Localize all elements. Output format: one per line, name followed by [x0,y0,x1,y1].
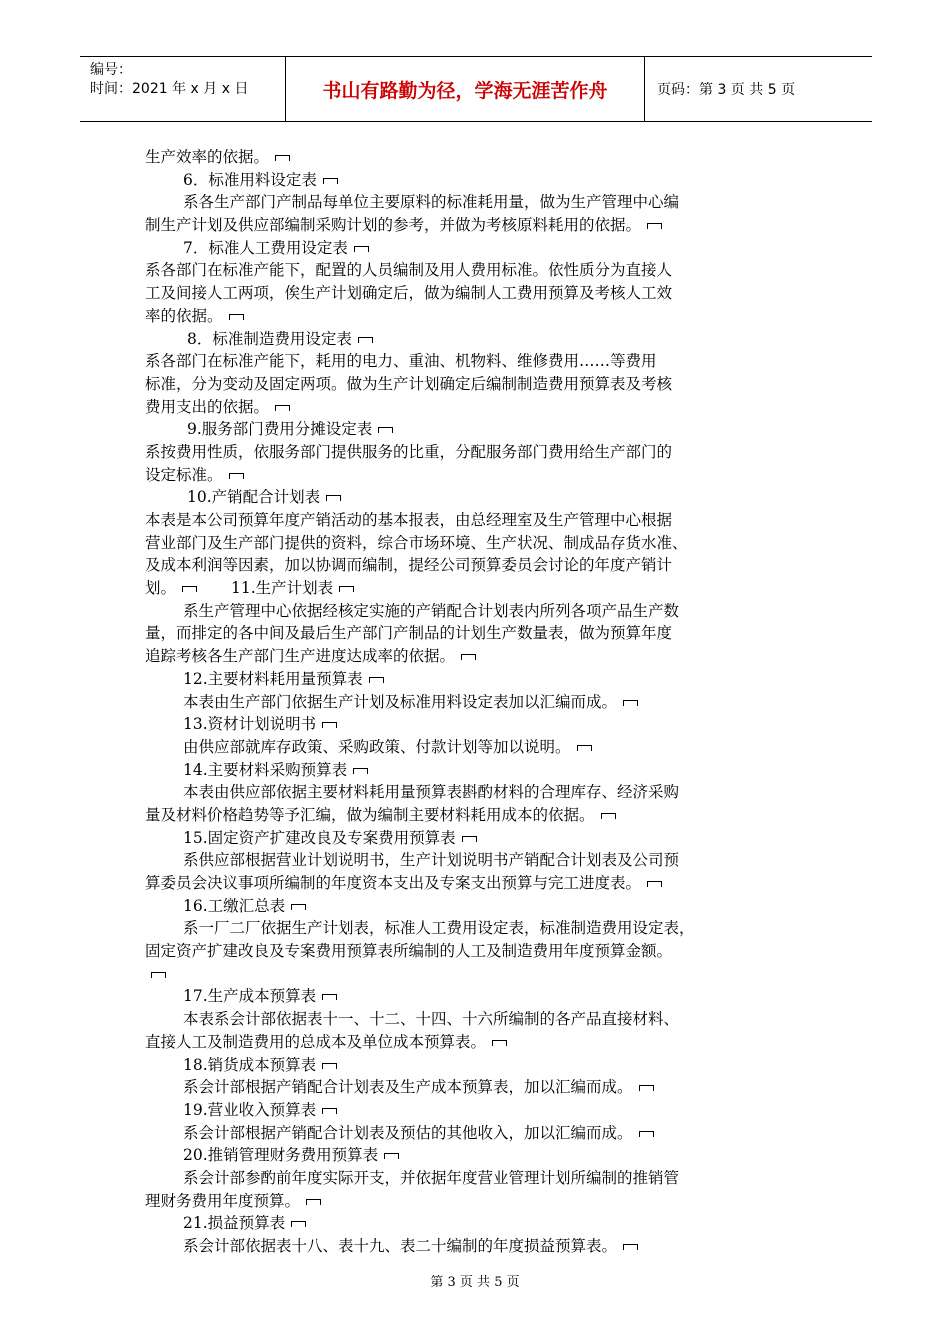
text-line [145,1122,805,1145]
text-line [145,328,805,351]
paragraph-mark-icon [275,405,290,411]
text-line [145,1144,805,1167]
text-line-content: 17.生产成本预算表 [183,987,317,1006]
text-line-content: 及成本利润等因素，加以协调而编制，提经公司预算委员会讨论的年度产销计 [145,556,673,575]
text-line-content: 划。 [145,579,177,598]
text-line-content: 直接人工及制造费用的总成本及单位成本预算表。 [145,1032,487,1051]
text-line-content: 系会计部根据产销配合计划表及预估的其他收入，加以汇编而成。 [183,1123,633,1142]
text-line [145,191,805,214]
text-line-content: 15.固定资产扩建改良及专案费用预算表 [183,828,456,847]
text-line-content: 系会计部参酌前年度实际开支，并依据年度营业管理计划所编制的推销管 [183,1168,680,1187]
paragraph-mark-icon [339,586,354,592]
paragraph-mark-icon [639,1085,654,1091]
text-line-content: 8．标准制造费用设定表 [187,329,352,348]
text-line [145,872,805,895]
paragraph-mark-icon [369,677,384,683]
text-line-content: 系供应部根据营业计划说明书，生产计划说明书产销配合计划表及公司预 [183,851,680,870]
text-line-content: 系一厂二厂依据生产计划表，标准人工费用设定表，标准制造费用设定表， [183,919,695,938]
text-line-content: 10.产销配合计划表 [187,488,321,507]
text-line [145,532,805,555]
paragraph-mark-icon [639,1131,654,1137]
paragraph-mark-icon [275,155,290,161]
text-line [145,237,805,260]
text-line [145,305,805,328]
text-line [145,1008,805,1031]
text-line [145,985,805,1008]
header-page-indicator: 页码：第 3 页 共 5 页 [657,82,796,98]
text-line-content: 率的依据。 [145,306,223,325]
paragraph-mark-icon [229,314,244,320]
text-line-content: 16.工缴汇总表 [183,896,286,915]
text-line-content: 21.损益预算表 [183,1214,286,1233]
text-line-content: 系各生产部门产制品每单位主要原料的标准耗用量，做为生产管理中心编 [183,193,680,212]
text-line-content: 本表系会计部依据表十一、十二、十四、十六所编制的各产品直接材料、 [183,1010,680,1029]
text-line [145,849,805,872]
paragraph-mark-icon [647,223,662,229]
text-line-content: 标准，分为变动及固定两项。做为生产计划确定后编制制造费用预算表及考核 [145,374,673,393]
text-line [145,713,805,736]
paragraph-mark-icon [182,586,197,592]
paragraph-mark-icon [623,700,638,706]
paragraph-mark-icon [623,1244,638,1250]
paragraph-mark-icon [322,1108,337,1114]
text-line [145,1212,805,1235]
text-line-content: 由供应部就库存政策、采购政策、付款计划等加以说明。 [183,737,571,756]
paragraph-mark-icon [461,654,476,660]
text-line [145,259,805,282]
text-line-content: 工及间接人工两项，俟生产计划确定后，做为编制人工费用预算及考核人工效 [145,284,673,303]
text-line [145,781,805,804]
paragraph-mark-icon [354,246,369,252]
text-line-content: 9.服务部门费用分摊设定表 [187,420,373,439]
text-line [145,441,805,464]
text-line-content: 理财务费用年度预算。 [145,1191,301,1210]
text-line [145,464,805,487]
text-line-content: 7．标准人工费用设定表 [183,238,348,257]
paragraph-mark-icon [358,337,373,343]
text-line [145,214,805,237]
text-line [145,895,805,918]
text-line-content: 系会计部依据表十八、表十九、表二十编制的年度损益预算表。 [183,1237,618,1255]
text-line-content: 固定资产扩建改良及专案费用预算表所编制的人工及制造费用年度预算金额。 [145,942,673,961]
document-date-label: 时间：2021 年 x 月 x 日 [90,81,249,97]
text-line [145,282,805,305]
text-line-content: 量及材料价格趋势等予汇编，做为编制主要材料耗用成本的依据。 [145,805,595,824]
text-line-content: 营业部门及生产部门提供的资料，综合市场环境、生产状况、制成品存货水准、 [145,533,688,552]
page-header [80,56,872,122]
text-line [145,622,805,645]
text-line-content: 系生产管理中心依据经核定实施的产销配合计划表内所列各项产品生产数 [183,601,680,620]
text-line [145,668,805,691]
text-line-content: 设定标准。 [145,465,223,484]
paragraph-mark-icon [322,1063,337,1069]
text-line-content: 系按费用性质，依服务部门提供服务的比重，分配服务部门费用给生产部门的 [145,442,673,461]
paragraph-mark-icon [322,994,337,1000]
paragraph-mark-icon [384,1153,399,1159]
text-line-content: 量，而排定的各中间及最后生产部门产制品的计划生产数量表，做为预算年度 [145,624,673,643]
text-line-content: 算委员会决议事项所编制的年度资本支出及专案支出预算与完工进度表。 [145,874,642,892]
text-line [145,645,805,668]
header-meta [80,57,285,121]
text-line [145,486,805,509]
text-line [145,146,805,169]
text-line [145,1054,805,1077]
paragraph-mark-icon [577,745,592,751]
text-line [145,940,805,963]
text-line [145,759,805,782]
text-line-content: 制生产计划及供应部编制采购计划的参考，并做为考核原料耗用的依据。 [145,216,642,235]
document-body [145,146,805,1258]
paragraph-mark-icon [151,972,166,978]
paragraph-mark-icon [378,427,393,433]
text-line [145,600,805,623]
text-line [145,827,805,850]
text-line [145,373,805,396]
text-line [145,1076,805,1099]
paragraph-mark-icon [291,904,306,910]
text-line [145,350,805,373]
paragraph-mark-icon [229,473,244,479]
text-line [145,1167,805,1190]
text-line-content: 本表由生产部门依据生产计划及标准用料设定表加以汇编而成。 [183,692,618,711]
text-line-content: 生产效率的依据。 [145,148,270,166]
paragraph-mark-icon [323,178,338,184]
text-line-content: 18.销货成本预算表 [183,1055,317,1074]
page-footer: 第 3 页 共 5 页 [430,1275,520,1290]
header-motto: 书山有路勤为径，学海无涯苦作舟 [285,57,645,121]
paragraph-mark-icon [291,1221,306,1227]
text-line-content: 12.主要材料耗用量预算表 [183,669,363,688]
paragraph-mark-icon [492,1040,507,1046]
text-line [145,554,805,577]
text-line [145,1099,805,1122]
paragraph-mark-icon [353,768,368,774]
text-line [145,509,805,532]
text-line [145,418,805,441]
text-line [145,396,805,419]
text-line [145,169,805,192]
paragraph-mark-icon [647,881,662,887]
paragraph-mark-icon [306,1199,321,1205]
text-line-content: 系各部门在标准产能下，配置的人员编制及用人费用标准。依性质分为直接人 [145,261,673,280]
paragraph-mark-icon [462,836,477,842]
text-line-content: 本表是本公司预算年度产销活动的基本报表，由总经理室及生产管理中心根据 [145,511,673,529]
text-line-content: 20.推销管理财务费用预算表 [183,1146,379,1165]
text-line-content: 13.资材计划说明书 [183,715,317,734]
text-line-content: 本表由供应部依据主要材料耗用量预算表斟酌材料的合理库存、经济采购 [183,783,680,802]
text-line [145,804,805,827]
document-number-label: 编号： [90,62,132,78]
text-line [145,917,805,940]
text-line [145,1190,805,1213]
text-line-content: 6．标准用料设定表 [183,170,317,189]
text-line-content: 11.生产计划表 [231,579,334,598]
text-line [145,577,805,600]
text-line [145,736,805,759]
text-line [145,691,805,714]
text-line [145,1235,805,1258]
paragraph-mark-icon [326,495,341,501]
text-line-content: 系各部门在标准产能下，耗用的电力、重油、机物料、维修费用……等费用 [145,352,657,371]
text-line-content: 14.主要材料采购预算表 [183,760,348,779]
paragraph-mark-icon [601,813,616,819]
text-line-content: 系会计部根据产销配合计划表及生产成本预算表，加以汇编而成。 [183,1078,633,1097]
paragraph-mark-icon [322,722,337,728]
text-line-content: 19.营业收入预算表 [183,1100,317,1119]
text-line [145,963,805,986]
text-line-content: 费用支出的依据。 [145,397,270,416]
text-line [145,1031,805,1054]
text-line-content: 追踪考核各生产部门生产进度达成率的依据。 [145,647,456,666]
